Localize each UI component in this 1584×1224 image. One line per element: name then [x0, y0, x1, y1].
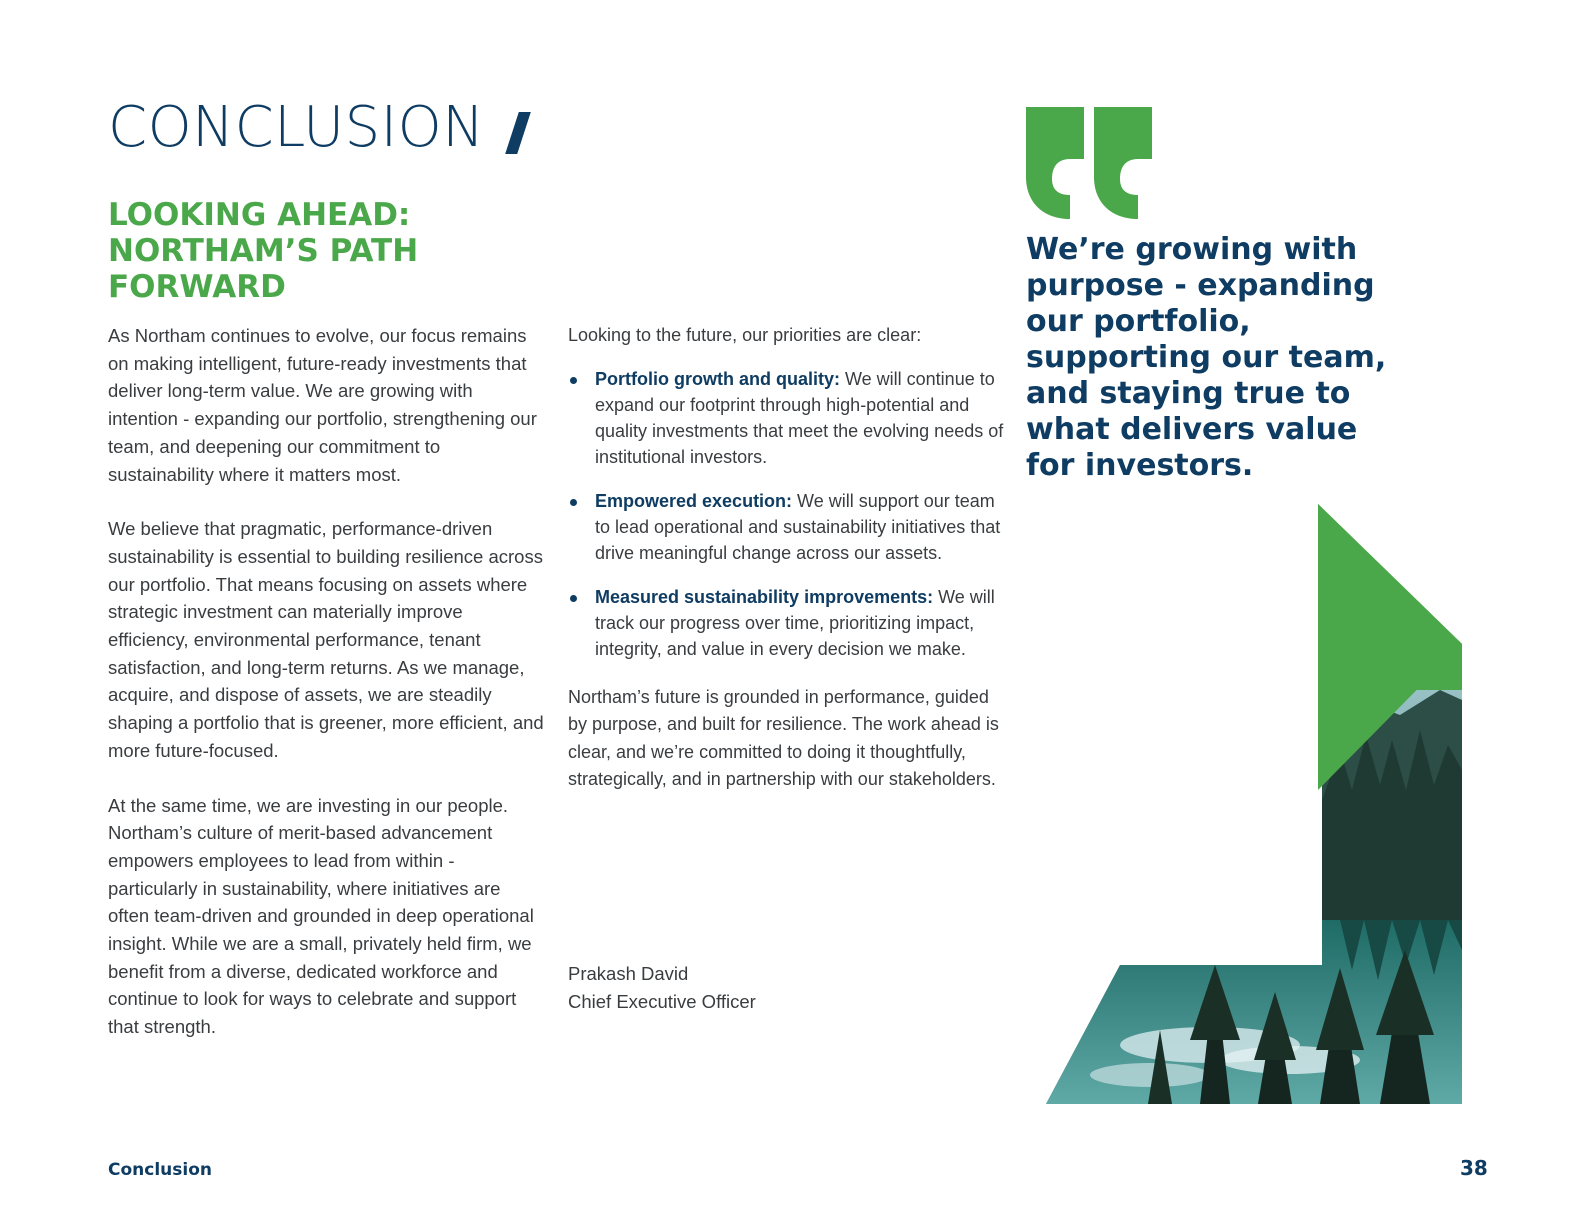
signer-name: Prakash David [568, 963, 689, 984]
signer-role: Chief Executive Officer [568, 991, 756, 1012]
body-paragraph-2: We believe that pragmatic, performance-driven sustainability is essential to building resilience across our portfolio. That means focusing on assets where strategic investment can materially improve efficiency, environmental performance, tenant satisfaction, and long-term returns. As we manage, acquire, and dispose of assets, we are steadily shaping a portfolio that is greener, more efficient, and more future-focused. [108, 518, 544, 761]
list-item [568, 488, 1004, 566]
list-item [568, 366, 1004, 470]
bullet-lead: Measured sustainability improvements: [595, 586, 934, 607]
bullet-icon [570, 595, 577, 602]
forest-graphic [1040, 500, 1462, 1104]
bullet-text: We will support our team to lead operational and sustainability initiatives that drive meaningful change across our assets. [595, 490, 1001, 563]
priorities-list [568, 366, 1004, 662]
list-item [568, 584, 1004, 662]
bullet-lead: Empowered execution: [595, 490, 793, 511]
bullet-lead: Portfolio growth and quality: [595, 368, 840, 389]
signature-block [568, 960, 756, 1016]
pull-quote: We’re growing with purpose - expanding our portfolio, supporting our team, and staying true to what delivers value for investors. [1026, 232, 1387, 483]
body-paragraph-1: As Northam continues to evolve, our focus remains on making intelligent, future-ready investments that deliver long-term value. We are growing with intention - expanding our portfolio, strengthening our team, and deepening our commitment to sustainability where it matters most. [108, 325, 537, 485]
page-number: 38 [1460, 1156, 1488, 1180]
priorities-intro: Looking to the future, our priorities are clear: [568, 325, 922, 345]
forest-photo-image [1040, 680, 1462, 1104]
quote-marks-icon [1026, 107, 1154, 221]
quote-mark-left [1026, 107, 1084, 219]
bullet-icon [570, 377, 577, 384]
footer-section-label: Conclusion [108, 1160, 212, 1180]
body-paragraph-3: At the same time, we are investing in our people. Northam’s culture of merit-based advancement empowers employees to lead from within - particularly in sustainability, where initiatives are often team-driven and grounded in deep operational insight. While we are a small, privately held firm, we benefit from a diverse, dedicated workforce and continue to look for ways to celebrate and support that strength. [108, 794, 534, 1038]
page-title: CONCLUSION [108, 95, 485, 160]
body-column-right [568, 322, 1004, 794]
body-column-left [108, 322, 544, 1041]
title-slash-decoration [505, 112, 531, 154]
bullet-icon [570, 499, 577, 506]
bullet-text: We will continue to expand our footprint through high-potential and quality investments that meet the evolving needs of institutional investors. [595, 368, 1004, 467]
quote-mark-right [1094, 107, 1152, 219]
closing-paragraph: Northam’s future is grounded in performance, guided by purpose, and built for resilience. The work ahead is clear, and we’re committed to doing it thoughtfully, strategically, and in partnership with our stakeholders. [568, 686, 999, 789]
bullet-text: We will track our progress over time, prioritizing impact, integrity, and value in every decision we make. [595, 586, 995, 659]
section-subtitle: LOOKING AHEAD: NORTHAM’S PATH FORWARD [108, 197, 419, 305]
